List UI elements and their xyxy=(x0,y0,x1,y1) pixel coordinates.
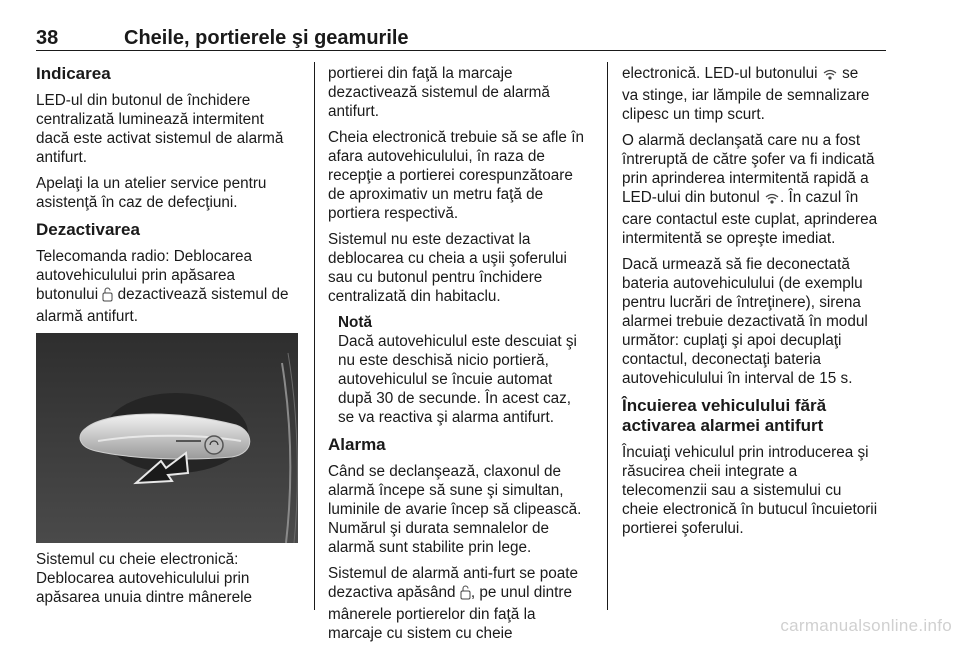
text-run: Telecomanda radio: Deblocarea autovehiculului prin apăsarea butonului xyxy=(36,248,252,303)
column-divider xyxy=(314,62,315,610)
alarm-led-icon xyxy=(822,67,838,86)
paragraph: Sistemul nu este dezactivat la deblocarea cu cheia a uşii şoferului sau cu butonul pentru închidere centralizată din habitaclu. xyxy=(328,231,567,305)
text-run: Sistemul de alarmă anti-furt se poate dezactiva apăsând xyxy=(328,565,578,601)
text-run: . În cazul în care contactul este cuplat, aprinderea intermitentă se opreşte imediat. xyxy=(622,189,878,247)
note-box xyxy=(328,313,596,427)
paragraph xyxy=(622,64,892,124)
paragraph: Dacă urmează să fie deconectată bateria autovehiculului (de exemplu pentru lucrări de întreţinere), sirena alarmei trebuie dezactivată în modul următor: cuplaţi şi apoi decuplaţi contactul, deconectaţi bateria autovehiculului în interval de 15 s. xyxy=(622,256,868,387)
column-1 xyxy=(36,64,300,333)
text-run: electronică. LED-ul butonului xyxy=(622,65,822,82)
unlock-icon xyxy=(102,287,113,307)
text-run: dezactivează sistemul de alarmă antifurt. xyxy=(36,286,289,325)
header-rule xyxy=(36,50,886,51)
column-3 xyxy=(622,64,892,545)
text-run: se va stinge, iar lămpile de semnalizare clipesc un timp scurt. xyxy=(622,65,870,123)
column-2 xyxy=(328,64,596,650)
heading-incuierea: Încuierea vehiculului fără activarea alarmei antifurt xyxy=(622,396,827,435)
paragraph: Cheia electronică trebuie să se afle în afara autovehiculului, în raza de recepţie a portierei corespunzătoare de aproximativ un metru faţă de portiera respectivă. xyxy=(328,129,584,222)
paragraph: Când se declanşează, claxonul de alarmă începe să sune şi simultan, luminile de avarie încep să clipească. Numărul şi durata semnalelor de alarmă sunt stabilite prin lege. xyxy=(328,463,582,556)
column-divider xyxy=(607,62,608,610)
text-run: , pe unul dintre mânerele portierelor din faţă la marcaje cu sistem cu cheie xyxy=(328,584,573,642)
note-text: Dacă autovehiculul este descuiat şi nu este deschisă nicio portieră, autovehiculul se încuie automat după 30 de secunde. În acest caz, se va reactiva şi alarma antifurt. xyxy=(338,333,577,426)
heading-indicarea: Indicarea xyxy=(36,64,111,83)
paragraph xyxy=(622,131,892,248)
paragraph: Apelaţi la un atelier service pentru asistenţă în caz de defecţiuni. xyxy=(36,175,267,211)
note-title: Notă xyxy=(338,314,372,331)
unlock-icon xyxy=(460,585,471,605)
watermark: carmanualsonline.info xyxy=(780,616,952,635)
paragraph: portierei din faţă la marcaje dezactivează sistemul de alarmă antifurt. xyxy=(328,65,550,120)
paragraph xyxy=(36,247,300,326)
page-title: Cheile, portierele şi geamurile xyxy=(124,27,409,49)
paragraph: Încuiaţi vehiculul prin introducerea şi răsucirea cheii integrate a telecomenzii sau a sistemului cu cheie electronică în butucul încuietorii portierei şoferului. xyxy=(622,444,878,537)
alarm-led-icon xyxy=(764,191,780,210)
door-handle-illustration xyxy=(36,333,298,543)
paragraph: LED-ul din butonul de închidere centralizată luminează intermitent dacă este activat sistemul de alarmă antifurt. xyxy=(36,92,284,166)
text-run: O alarmă declanşată care nu a fost întreruptă de către şofer va fi indicată prin aprinderea intermitentă rapidă a LED-ului din butonul xyxy=(622,132,875,206)
paragraph xyxy=(328,564,596,643)
heading-dezactivarea: Dezactivarea xyxy=(36,220,140,239)
heading-alarma: Alarma xyxy=(328,435,386,454)
column-1-bottom xyxy=(36,550,300,614)
page-number: 38 xyxy=(36,27,59,49)
paragraph: Sistemul cu cheie electronică: Deblocarea autovehiculului prin apăsarea unuia dintre mânerele xyxy=(36,551,253,606)
